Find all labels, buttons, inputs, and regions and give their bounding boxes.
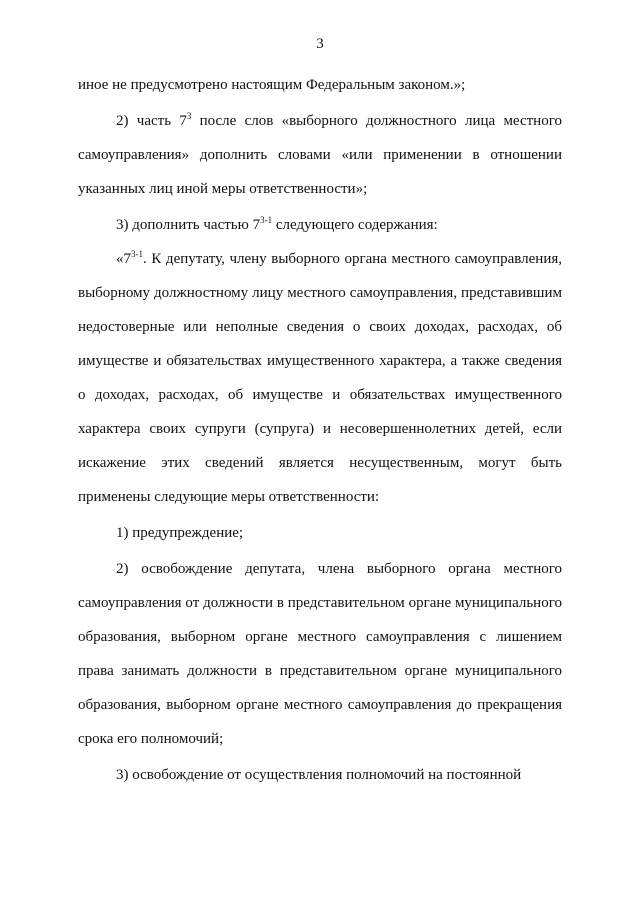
paragraph-new-part — [78, 242, 562, 514]
paragraph-measure-1: 1) предупреждение; — [116, 525, 244, 541]
paragraph-continuation: иное не предусмотрено настоящим Федеральным законом.»; — [78, 77, 466, 93]
item-2-superscript: 3 — [186, 111, 192, 121]
item-2-prefix: 2) часть 7 — [116, 113, 187, 129]
paragraph-item-3 — [78, 208, 562, 242]
new-part-prefix: «7 — [116, 251, 131, 267]
paragraph-measure-3: 3) освобождение от осуществления полномочий на постоянной — [116, 767, 522, 783]
paragraph-item-2 — [78, 104, 562, 206]
item-2-text: после слов «выборного должностного лица местного самоуправления» дополнить словами «или применении в отношении указанных лиц иной меры ответственности»; — [78, 113, 562, 197]
paragraph-measure-2: 2) освобождение депутата, члена выборного органа местного самоуправления от должности в представительном органе муниципального образования, выборном органе местного самоуправления с лишением права занимать должности в представительном органе муниципального образования, выборном органе местного самоуправления до прекращения срока его полномочий; — [78, 561, 562, 747]
new-part-text: . К депутату, члену выборного органа местного самоуправления, выборному должностному лицу местного самоуправления, представившим недостоверные или неполные сведения о своих доходах, расходах, об имуществе и обязательствах имущественного характера, а также сведения о доходах, расходах, об имуществе и обязательствах имущественного характера своих супруги (супруга) и несовершеннолетних детей, если искажение этих сведений является несущественным, могут быть применены следующие меры ответственности: — [78, 251, 562, 505]
document-body — [78, 68, 562, 792]
page-number: 3 — [316, 36, 324, 52]
new-part-superscript: 3-1 — [131, 249, 143, 259]
item-3-text: следующего содержания: — [272, 217, 438, 233]
item-3-prefix: 3) дополнить частью 7 — [116, 217, 261, 233]
item-3-superscript: 3-1 — [260, 215, 273, 225]
